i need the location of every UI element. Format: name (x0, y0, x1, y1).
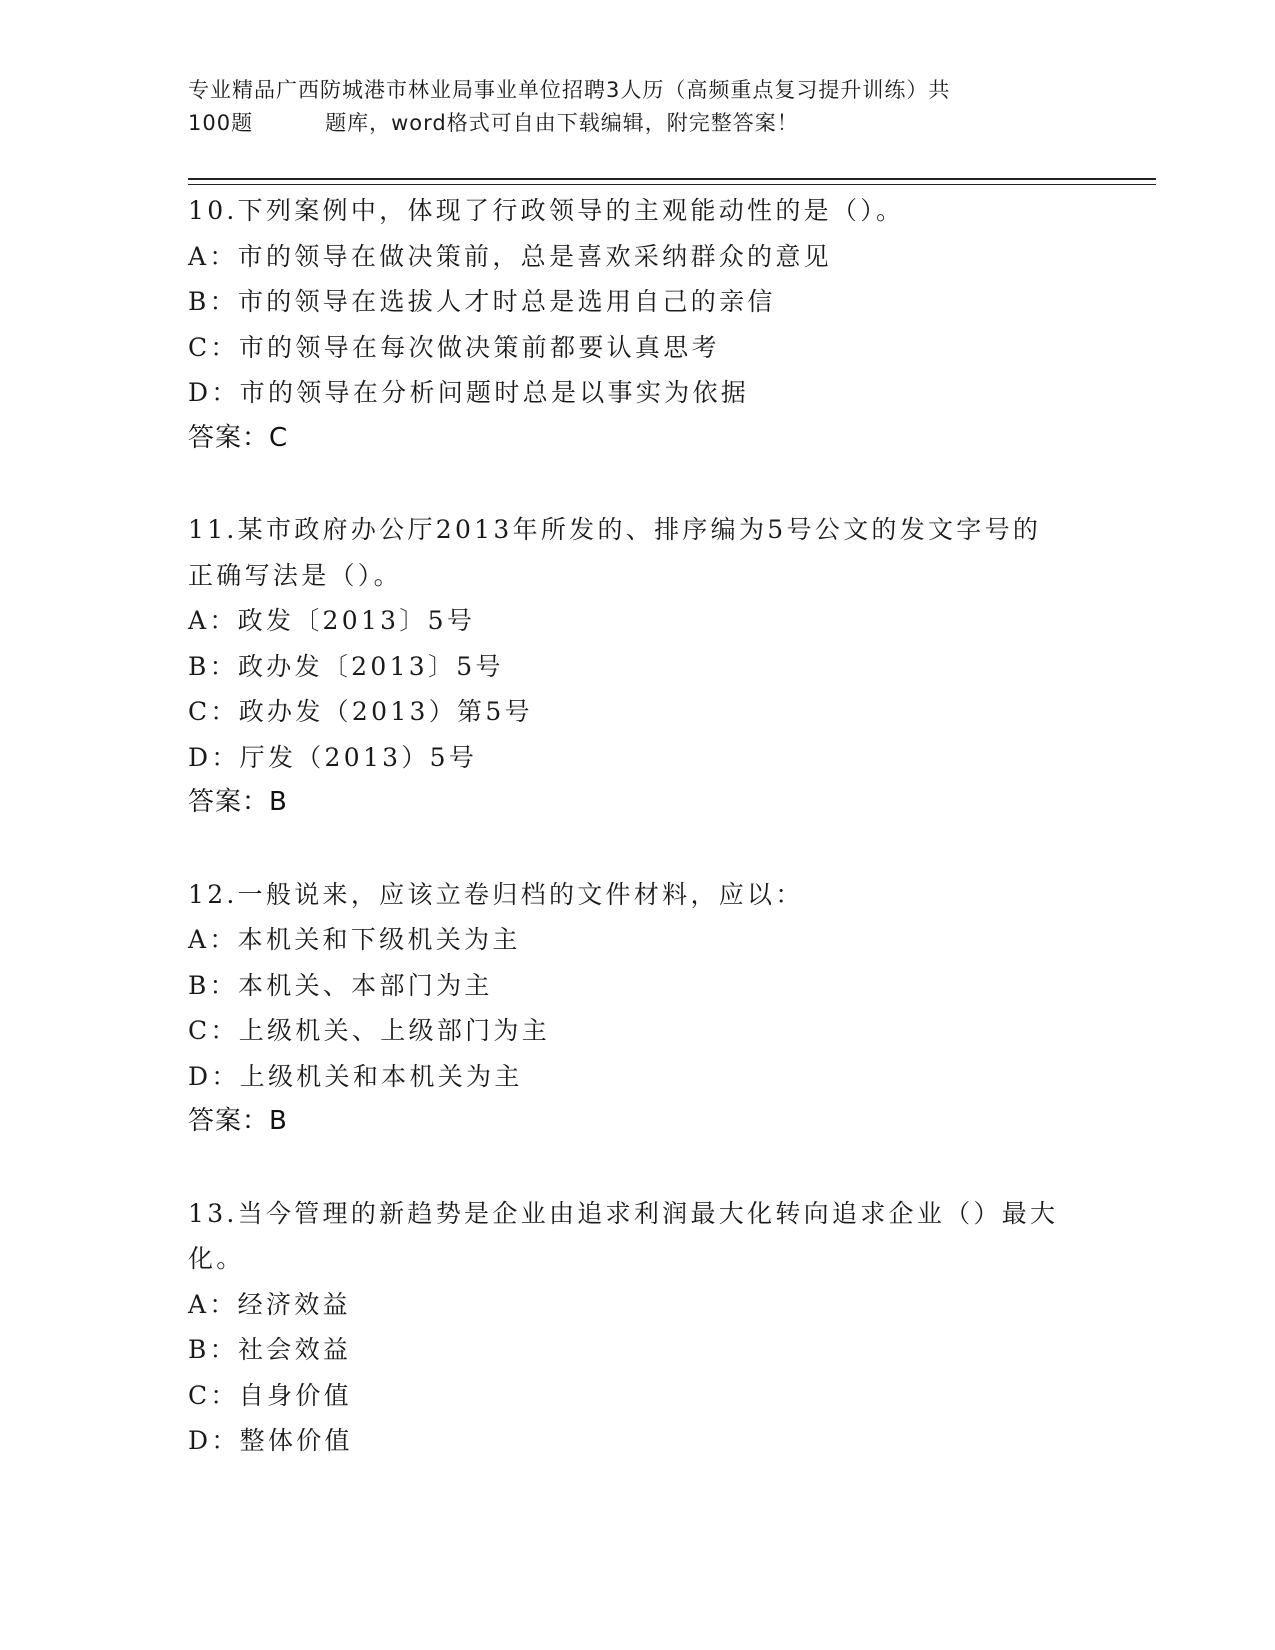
question-block (188, 507, 1088, 826)
option-b: B：本机关、本部门为主 (188, 970, 493, 1000)
header-divider-top (188, 178, 1156, 180)
option-a: A：市的领导在做决策前，总是喜欢采纳群众的意见 (188, 241, 832, 271)
option-d: D：上级机关和本机关为主 (188, 1061, 523, 1091)
question-stem-continued: 正确写法是（）。 (188, 560, 402, 590)
header-line-2-left: 100题 (188, 111, 254, 135)
question-stem: 13.当今管理的新趋势是企业由追求利润最大化转向追求企业（）最大 (188, 1198, 1059, 1228)
question-block (188, 872, 1088, 1145)
option-d: D：市的领导在分析问题时总是以事实为依据 (188, 378, 750, 407)
header-line-1: 专业精品广西防城港市林业局事业单位招聘3人历（高频重点复习提升训练）共 (188, 78, 951, 102)
option-c: C：市的领导在每次做决策前都要认真思考 (188, 332, 720, 362)
option-d: D：整体价值 (188, 1426, 353, 1455)
answer-line: 答案：C (188, 422, 289, 453)
answer-line: 答案：B (188, 787, 288, 817)
question-list (188, 188, 1088, 1464)
option-b: B：政办发〔2013〕5号 (188, 651, 504, 681)
answer-line: 答案：B (188, 1106, 288, 1136)
option-c: C：自身价值 (188, 1380, 352, 1410)
option-a: A：经济效益 (188, 1289, 351, 1319)
option-b: B：社会效益 (188, 1335, 352, 1364)
question-block (188, 1191, 1088, 1464)
option-d: D：厅发（2013）5号 (188, 742, 478, 772)
question-stem-continued: 化。 (188, 1244, 245, 1273)
question-stem: 12.一般说来，应该立卷归档的文件材料，应以： (188, 879, 804, 909)
header-divider-bottom (188, 184, 1156, 185)
option-a: A：政发〔2013〕5号 (188, 606, 476, 635)
option-c: C：上级机关、上级部门为主 (188, 1016, 551, 1045)
question-stem: 10.下列案例中，体现了行政领导的主观能动性的是（）。 (188, 196, 905, 225)
header-line-2 (188, 107, 1068, 140)
question-stem: 11.某市政府办公厅2013年所发的、排序编为5号公文的发文字号的 (188, 515, 1042, 544)
header-line-2-right: 题库，word格式可自由下载编辑，附完整答案！ (325, 111, 799, 135)
option-b: B：市的领导在选拔人才时总是选用自己的亲信 (188, 287, 776, 316)
option-a: A：本机关和下级机关为主 (188, 925, 521, 954)
document-header (188, 74, 1068, 140)
question-block (188, 188, 1088, 461)
option-c: C：政办发（2013）第5号 (188, 697, 533, 726)
